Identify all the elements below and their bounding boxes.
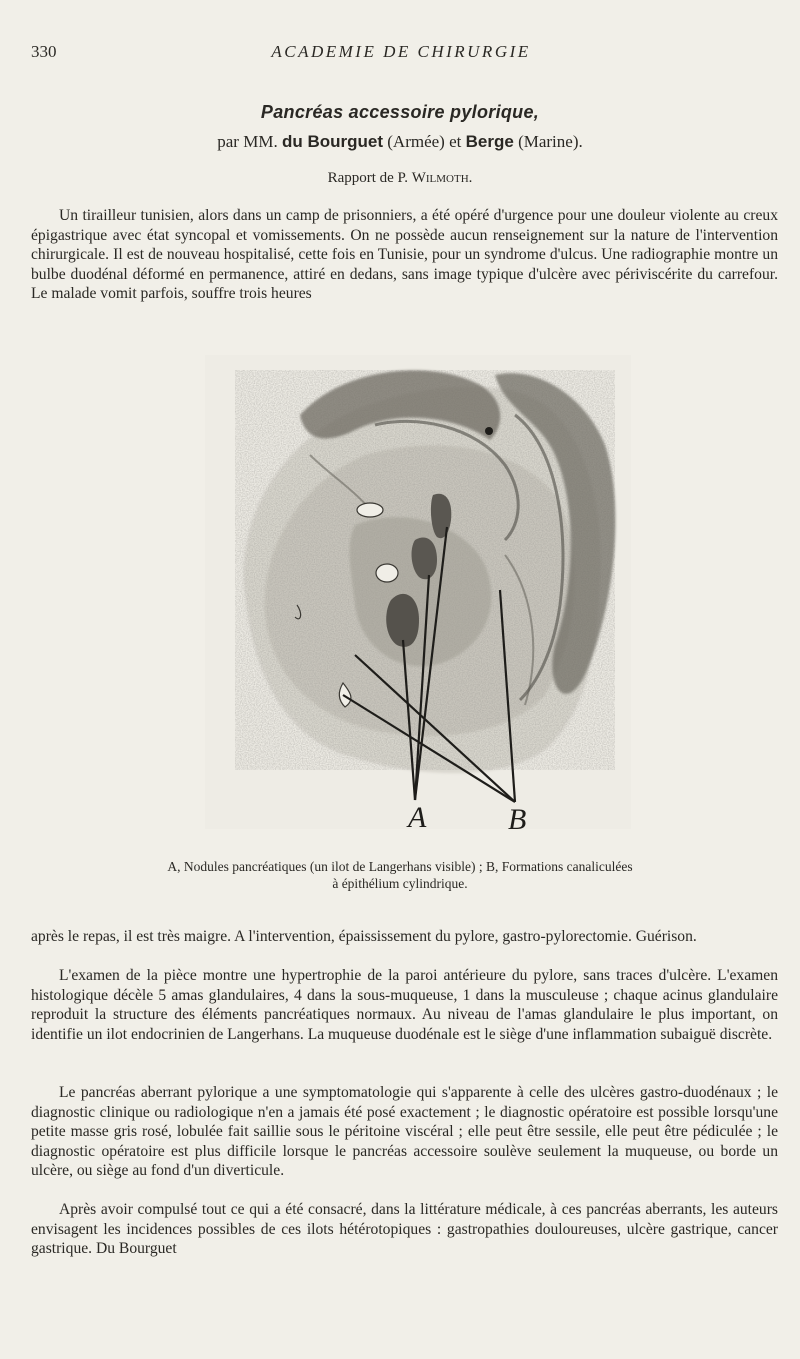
caption-line-1: A, Nodules pancréatiques (un ilot de Langerhans visible) ; B, Formations canaliculées <box>167 859 633 874</box>
body-paragraph-2: après le repas, il est très maigre. A l'intervention, épaississement du pylore, gastro-pylorectomie. Guérison. <box>31 928 697 945</box>
histology-micrograph <box>205 355 631 829</box>
caption-line-2: à épithélium cylindrique. <box>332 876 468 891</box>
report-author: Wilmoth. <box>411 170 473 186</box>
figure-label-b: B <box>508 803 527 829</box>
report-prefix: Rapport de P. <box>327 170 408 186</box>
page-header <box>31 42 771 68</box>
dark-spot <box>485 427 493 435</box>
figure-caption <box>60 858 740 892</box>
author-1-name: du Bourguet <box>281 132 384 151</box>
authors-conjunction: et <box>449 132 462 151</box>
report-byline <box>0 170 800 187</box>
body-paragraph-3: L'examen de la pièce montre une hypertrophie de la paroi antérieure du pylore, sans traces d'ulcère. L'examen histologique décèle 5 amas glandulaires, 4 dans la sous-muqueuse, 1 dans la musculeuse ; chaque acinus glandulaire reproduit la structure des éléments pancréatiques normaux. Au niveau de l'amas glandulaire le plus important, on identifie un ilot endocrinien de Langerhans. La muqueuse duodénale est le siège d'une inflammation subaiguë discrète. <box>31 967 778 1043</box>
duct-outline <box>357 503 383 517</box>
page-number: 330 <box>31 42 57 61</box>
body-paragraph-1: Un tirailleur tunisien, alors dans un camp de prisonniers, a été opéré d'urgence pour une douleur violente au creux épigastrique avec état syncopal et vomissements. On ne possède aucun renseignement sur la nature de l'intervention chirurgicale. Il est de nouveau hospitalisé, cette fois en Tunisie, pour un syndrome d'ulcus. Une radiographie montre un bulbe duodénal déformé en permanence, attiré en dedans, sans image typique d'ulcère avec périviscérite du carrefour. Le malade vomit parfois, souffre trois heures <box>31 207 778 302</box>
authors-prefix: par MM. <box>217 132 278 151</box>
body-paragraph-5: Après avoir compulsé tout ce qui a été consacré, dans la littérature médicale, à ces pancréas aberrants, les auteurs envisagent les incidences possibles de ces ilots hétérotopiques : gastropathies douloureuses, ulcère gastrique, cancer gastrique. Du Bourguet <box>31 1201 778 1257</box>
article-authors <box>0 132 800 152</box>
running-title: ACADEMIE DE CHIRURGIE <box>271 42 531 61</box>
author-2-affiliation: (Marine). <box>518 132 583 151</box>
author-2-name: Berge <box>465 132 514 151</box>
article-title: Pancréas accessoire pylorique, <box>260 102 540 122</box>
figure-label-a: A <box>408 801 427 829</box>
duct-outline <box>376 564 398 582</box>
body-paragraph-4: Le pancréas aberrant pylorique a une symptomatologie qui s'apparente à celle des ulcères gastro-duodénaux ; le diagnostic clinique ou radiologique n'en a jamais été posé exactement ; le diagnostic opératoire est possible lorsqu'une petite masse gris rosé, lobulée fait saillie sous le péritoine viscéral ; elle peut être sessile, elle peut être pédiculée ; le diagnostic opératoire est plus difficile lorsque le pancréas accessoire soulève seulement la muqueuse, ou borde un ulcère, ou siège au fond d'un diverticule. <box>31 1084 778 1179</box>
author-1-affiliation: (Armée) <box>387 132 445 151</box>
histology-figure <box>205 355 631 829</box>
